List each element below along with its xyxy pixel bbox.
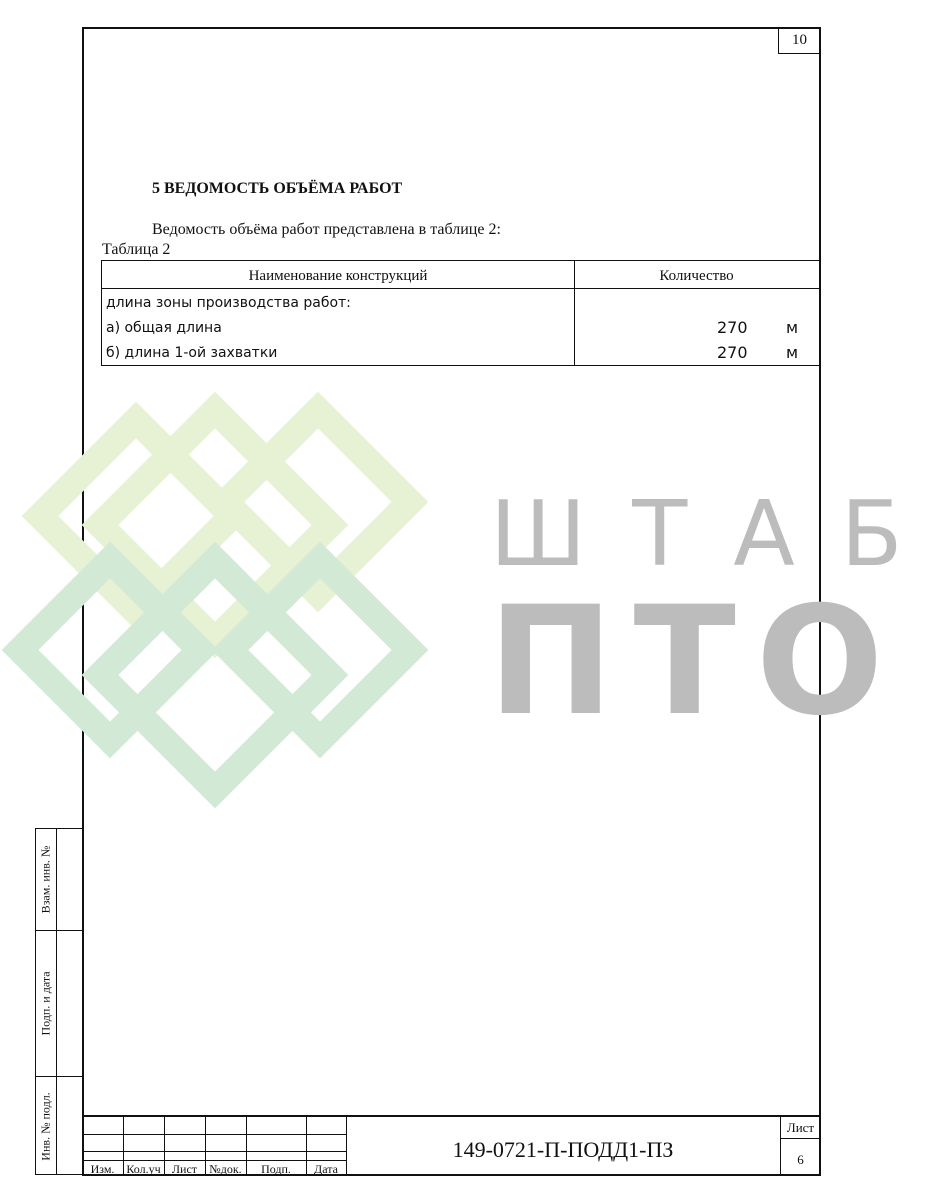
side-label-original-inventory: Инв. № подл. xyxy=(38,1091,53,1161)
sheet-number: 6 xyxy=(797,1152,804,1167)
title-block-col-change: Изм. xyxy=(90,1162,115,1176)
title-block xyxy=(82,1115,821,1176)
title-block-col-doc: №док. xyxy=(209,1162,242,1176)
group-label: длина зоны производства работ: xyxy=(106,295,351,311)
title-block-col-date: Дата xyxy=(314,1162,338,1176)
column-header-name: Наименование конструкций xyxy=(248,268,428,284)
section-heading: 5 ВЕДОМОСТЬ ОБЪЁМА РАБОТ xyxy=(152,180,403,197)
row-value: 270 xyxy=(717,343,748,362)
sheet-label: Лист xyxy=(786,1120,815,1135)
page-number: 10 xyxy=(778,27,821,54)
row-value: 270 xyxy=(717,318,748,337)
row-unit: м xyxy=(786,318,799,337)
row-name: а) общая длина xyxy=(106,320,222,336)
side-label-replacement: Взам. инв. № xyxy=(38,845,53,914)
row-unit: м xyxy=(786,343,799,362)
section-intro: Ведомость объёма работ представлена в таблице 2: xyxy=(152,221,501,238)
watermark-text-top: ШТАБ xyxy=(490,482,949,587)
works-volume-table xyxy=(101,260,820,366)
title-block-col-count: Кол.уч xyxy=(126,1162,161,1176)
row-name: б) длина 1-ой захватки xyxy=(106,345,278,361)
title-block-col-sheet: Лист xyxy=(171,1162,198,1176)
side-stamp xyxy=(35,828,83,1175)
column-header-quantity: Количество xyxy=(659,268,734,284)
table-caption: Таблица 2 xyxy=(102,241,171,258)
side-label-signature-date: Подп. и дата xyxy=(38,970,53,1036)
title-block-col-signature: Подп. xyxy=(261,1162,291,1176)
watermark-text-bottom: ПТО xyxy=(488,575,904,749)
document-code: 149-0721-П-ПОДД1-ПЗ xyxy=(452,1137,674,1162)
